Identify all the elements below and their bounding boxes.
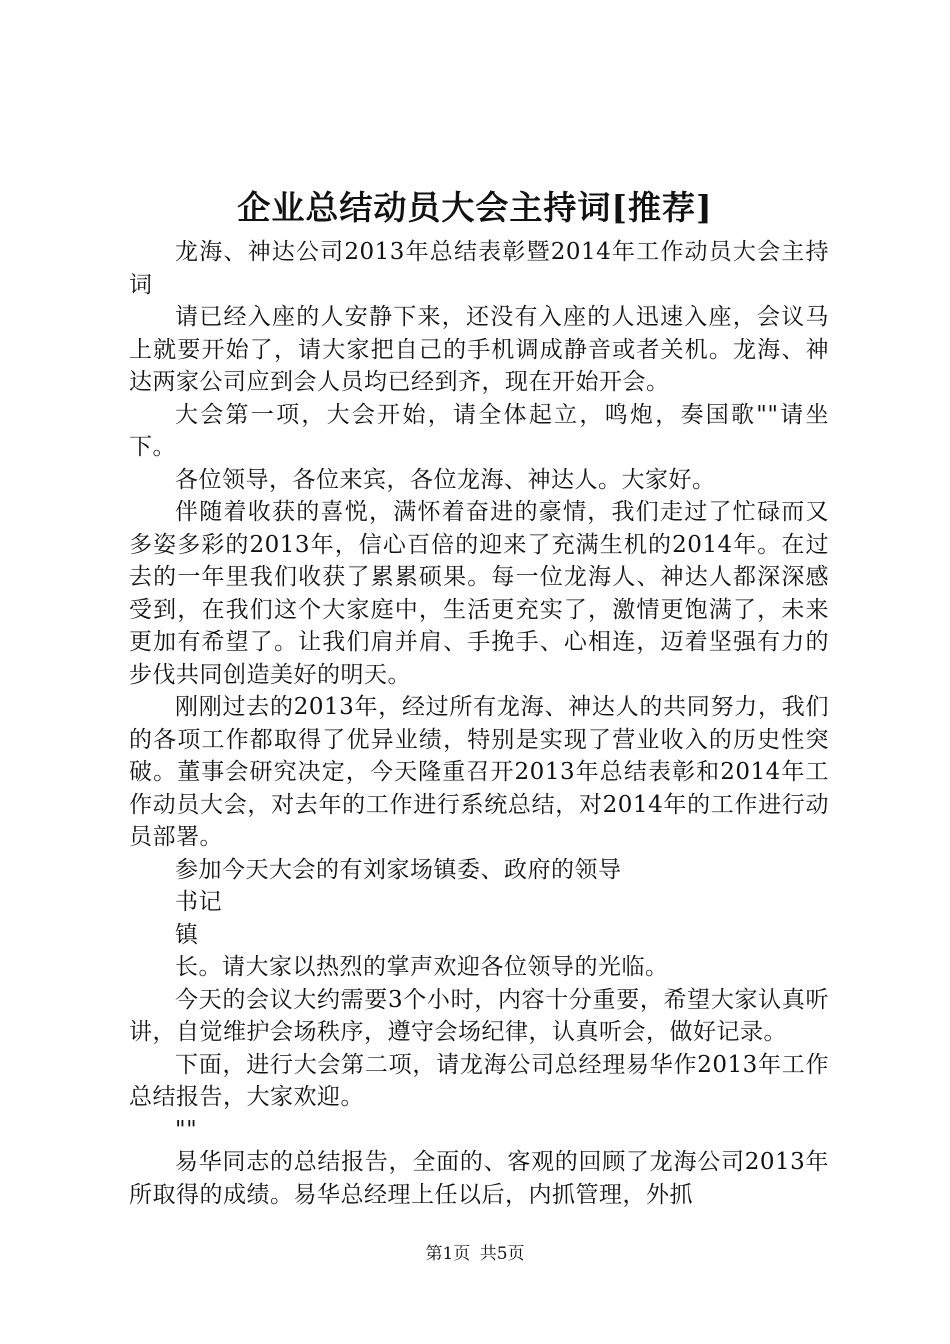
paragraph-duration: 今天的会议大约需要3个小时，内容十分重要，希望大家认真听讲，自觉维护会场秩序，遵守会场纪律，认真听会，做好记录。 <box>129 986 829 1045</box>
paragraph-welcome: 长。请大家以热烈的掌声欢迎各位领导的光临。 <box>175 954 669 980</box>
page-number: 第1页 <box>425 1244 471 1264</box>
paragraph-item-one: 大会第一项，大会开始，请全体起立，鸣炮，奏国歌""请坐下。 <box>129 401 829 460</box>
paragraph-quotes: "" <box>175 1116 198 1143</box>
paragraph-town: 镇 <box>175 921 199 948</box>
paragraph-item-two: 下面，进行大会第二项，请龙海公司总经理易华作2013年工作总结报告，大家欢迎。 <box>129 1051 829 1110</box>
document-title: 企业总结动员大会主持词[推荐] <box>237 188 713 227</box>
paragraph-achievements: 刚刚过去的2013年，经过所有龙海、神达人的共同努力，我们的各项工作都取得了优异业绩，特别是实现了营业收入的历史性突破。董事会研究决定，今天隆重召开2013年总结表彰和2014年工作动员大会，对去年的工作进行系统总结，对2014年的工作进行动员部署。 <box>129 694 829 850</box>
paragraph-opening: 请已经入座的人安静下来，还没有入座的人迅速入座，会议马上就要开始了，请大家把自己的手机调成静音或者关机。龙海、神达两家公司应到会人员均已经到齐，现在开始开会。 <box>129 304 829 395</box>
page-total: 共5页 <box>479 1244 525 1264</box>
paragraph-review: 伴随着收获的喜悦，满怀着奋进的豪情，我们走过了忙碌而又多姿多彩的2013年，信心百倍的迎来了充满生机的2014年。在过去的一年里我们收获了累累硕果。每一位龙海人、神达人都深深感受到，在我们这个大家庭中，生活更充实了，激情更饱满了，未来更加有希望了。让我们肩并肩、手挽手、心相连，迈着坚强有力的步伐共同创造美好的明天。 <box>129 499 829 688</box>
paragraph-greeting: 各位领导，各位来宾，各位龙海、神达人。大家好。 <box>175 466 716 493</box>
document-body <box>129 236 829 1211</box>
paragraph-secretary: 书记 <box>175 889 222 915</box>
paragraph-subtitle: 龙海、神达公司2013年总结表彰暨2014年工作动员大会主持词 <box>129 239 829 298</box>
page-footer <box>0 1242 950 1266</box>
paragraph-attendees: 参加今天大会的有刘家场镇委、政府的领导 <box>175 856 622 883</box>
paragraph-report-summary: 易华同志的总结报告，全面的、客观的回顾了龙海公司2013年所取得的成绩。易华总经理上任以后，内抓管理，外抓 <box>129 1149 829 1208</box>
